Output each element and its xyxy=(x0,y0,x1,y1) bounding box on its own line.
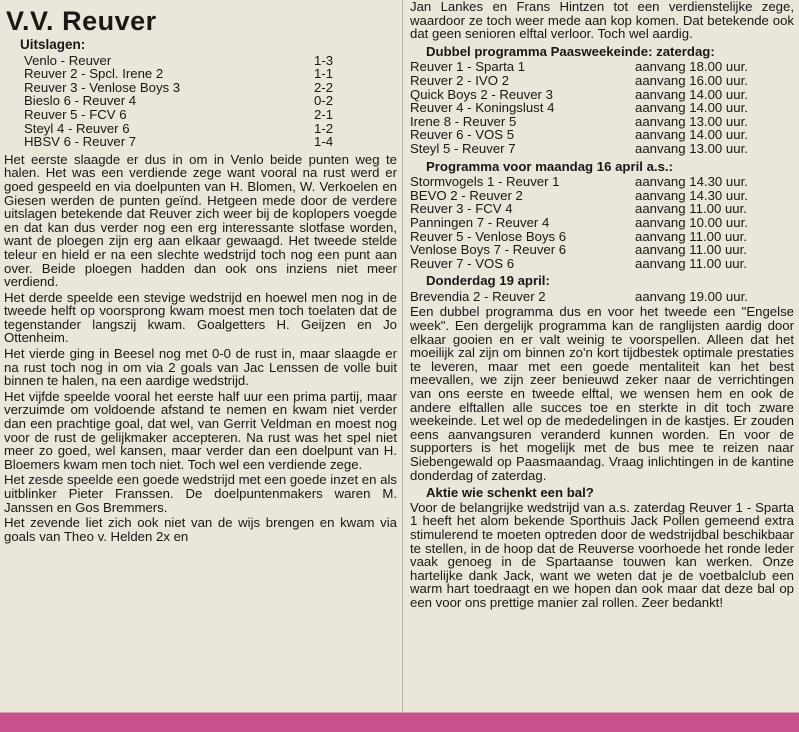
results-row xyxy=(24,135,397,149)
schedule3-heading: Donderdag 19 april: xyxy=(426,273,550,289)
schedule1-row xyxy=(410,88,794,102)
kickoff-time: aanvang 10.00 uur. xyxy=(635,214,748,230)
match-name: Quick Boys 2 - Reuver 3 xyxy=(410,86,553,102)
match-name: BEVO 2 - Reuver 2 xyxy=(410,187,523,203)
kickoff-time: aanvang 11.00 uur. xyxy=(635,255,747,271)
schedule1-row xyxy=(410,74,794,88)
schedule1-heading: Dubbel programma Paasweekeinde: zaterdag: xyxy=(426,43,715,59)
match-score: 0-2 xyxy=(314,93,334,109)
schedule2-row xyxy=(410,243,794,257)
kickoff-time: aanvang 19.00 uur. xyxy=(635,288,748,304)
results-row xyxy=(24,81,397,95)
match-score: 1-3 xyxy=(314,52,334,68)
results-row xyxy=(24,94,397,108)
match-name: Panningen 7 - Reuver 4 xyxy=(410,214,550,230)
schedule1-row xyxy=(410,128,794,142)
schedule1-row xyxy=(410,60,794,74)
left-paragraph: Het derde speelde een stevige wedstrijd en hoewel men nog in de tweede helft op voorsprong kwam moest men toch toelaten dat de tegenstander langszij kwam. Goalgetters H. Geijzen en Jo Ottenheim. xyxy=(4,289,397,346)
match-name: Reuver 2 - IVO 2 xyxy=(410,72,509,88)
schedule2-list xyxy=(410,175,794,270)
match-name: Reuver 2 - Spcl. Irene 2 xyxy=(24,66,164,82)
schedule2-heading: Programma voor maandag 16 april a.s.: xyxy=(426,158,673,174)
match-name: Reuver 1 - Sparta 1 xyxy=(410,59,526,75)
match-name: Venlo - Reuver xyxy=(24,52,112,68)
match-name: Reuver 5 - FCV 6 xyxy=(24,106,127,122)
kickoff-time: aanvang 18.00 uur. xyxy=(635,59,748,75)
match-name: HBSV 6 - Reuver 7 xyxy=(24,134,137,150)
schedule2-row xyxy=(410,189,794,203)
match-score: 2-2 xyxy=(314,79,334,95)
kickoff-time: aanvang 14.00 uur. xyxy=(635,100,748,116)
kickoff-time: aanvang 16.00 uur. xyxy=(635,72,748,88)
kickoff-time: aanvang 13.00 uur. xyxy=(635,140,748,156)
aktie-heading: Aktie wie schenkt een bal? xyxy=(426,485,594,501)
left-paragraph: Het vierde ging in Beesel nog met 0-0 de rust in, maar slaagde er na rust toch nog in om via 2 goals van Jac Lenssen de volle buit binnen te halen, na een aardige wedstrijd. xyxy=(4,346,397,389)
schedule1-row xyxy=(410,101,794,115)
left-paragraph: Het zesde speelde een goede wedstrijd met een goede inzet en als uitblinker Pieter Franssen. De doelpuntenmakers waren M. Janssen en Gos Bremmers. xyxy=(4,472,397,515)
match-score: 1-2 xyxy=(314,120,334,136)
left-paragraph: Het vijfde speelde vooral het eerste half uur een prima partij, maar verzuimde om voldoende afstand te nemen en kwam niet verder dan een prachtige goal, dat wel, van Gerrit Veldman en moest nog voor de rust de gelijkmaker accepteren. Na rust was het spel niet meer zo goed, wel kansen, maar verder dan een doelpunt van H. Bloemers kwam men toch niet. Toch wel een verdiende zege. xyxy=(4,388,397,472)
kickoff-time: aanvang 14.30 uur. xyxy=(635,187,748,203)
match-name: Reuver 3 - Venlose Boys 3 xyxy=(24,79,181,95)
match-name: Steyl 5 - Reuver 7 xyxy=(410,140,516,156)
kickoff-time: aanvang 13.00 uur. xyxy=(635,113,748,129)
right-column xyxy=(410,0,794,612)
schedule3-list xyxy=(410,290,794,304)
left-paragraphs xyxy=(4,153,397,544)
left-paragraph: Het zevende liet zich ook niet van de wijs brengen en kwam via goals van Theo v. Helden 2x en xyxy=(4,515,397,544)
right-paragraph-1: Een dubbel programma dus en voor het tweede een "Engelse week". Een dergelijk programma kan de ranglijsten aardig door elkaar gooien en er valt weinig te voorspellen. Alleen dat het moeilijk zal zijn om binnen zo'n kort tijdbestek optimale prestaties te leveren, maar met een goede mentaliteit kan het best meevallen, we zijn zeer benieuwd zeker naar de verrichtingen van ons eerste en tweede elftal, we wensen hem en ook de andere elftallen alle succes toe en sterkte in dit toch zware weekeinde. Let wel op de mededelingen in de kastjes. Er zouden eens aanvangsuren veranderd kunnen worden. En voor de supporters is het mogelijk met de bus mee te reizen naar Siebengewald op Paasmaandag. Vraag inlichtingen in de kantine donderdag of zaterdag. xyxy=(410,304,794,483)
match-score: 1-4 xyxy=(314,134,334,150)
schedule2-row xyxy=(410,257,794,271)
schedule2-row xyxy=(410,230,794,244)
left-paragraph: Het eerste slaagde er dus in om in Venlo beide punten weg te halen. Het was een verdiende zege want vooral na rust werd er goed gespeeld en via doelpunten van H. Blomen, W. Verkoelen en Giesen werden de punten geïnd. Hetgeen mede door de verdere uitslagen betekende dat Reuver zich weer bij de koplopers voegde en dat kan dus verder nog een erg interessante slotfase worden, want de ploegen zijn erg aan elkaar gewaagd. Het tweede stelde teleur en hield er na een slechte wedstrijd toch nog een punt aan over. Beide ploegen hadden dan ook ons inziens niet meer verdiend. xyxy=(4,151,397,290)
match-name: Steyl 4 - Reuver 6 xyxy=(24,120,130,136)
schedule2-row xyxy=(410,216,794,230)
match-name: Venlose Boys 7 - Reuver 6 xyxy=(410,242,567,258)
kickoff-time: aanvang 11.00 uur. xyxy=(635,201,747,217)
results-row xyxy=(24,67,397,81)
match-name: Bieslo 6 - Reuver 4 xyxy=(24,93,137,109)
kickoff-time: aanvang 14.00 uur. xyxy=(635,86,748,102)
match-name: Reuver 7 - VOS 6 xyxy=(410,255,515,271)
results-row xyxy=(24,122,397,136)
match-name: Reuver 3 - FCV 4 xyxy=(410,201,513,217)
kickoff-time: aanvang 14.30 uur. xyxy=(635,174,748,190)
match-name: Irene 8 - Reuver 5 xyxy=(410,113,517,129)
match-name: Reuver 5 - Venlose Boys 6 xyxy=(410,228,567,244)
match-name: Brevendia 2 - Reuver 2 xyxy=(410,288,546,304)
match-score: 1-1 xyxy=(314,66,334,82)
schedule1-row xyxy=(410,142,794,156)
schedule1-list xyxy=(410,60,794,155)
results-row xyxy=(24,54,397,68)
kickoff-time: aanvang 14.00 uur. xyxy=(635,127,748,143)
match-name: Reuver 4 - Koningslust 4 xyxy=(410,100,555,116)
right-intro: Jan Lankes en Frans Hintzen tot een verdienstelijke zege, waardoor ze toch weer mede aan kop komen. Dat betekende ook dat geen senioren elftal verloor. Toch wel aardig. xyxy=(410,0,794,42)
match-name: Reuver 6 - VOS 5 xyxy=(410,127,515,143)
match-score: 2-1 xyxy=(314,106,334,122)
column-divider xyxy=(402,0,403,712)
schedule1-row xyxy=(410,115,794,129)
left-column xyxy=(4,6,397,545)
right-paragraph-2: Voor de belangrijke wedstrijd van a.s. zaterdag Reuver 1 - Sparta 1 heeft het alom bekende Sporthuis Jack Pollen gemeend extra stimulerend te moeten optreden door de wedstrijdbal beschikbaar te stellen, in de hoop dat de Reuverse voorhoede het ronde leder vaak genoeg in de Spartaanse touwen kan werken. Onze hartelijke dank Jack, want we weten dat je de voetbalclub een warm hart toedraagt en we hopen dan ook maar dat deze bal op een voor ons prettige manier zal rollen. Zeer bedankt! xyxy=(410,499,794,610)
schedule2-row xyxy=(410,175,794,189)
results-list xyxy=(24,54,397,149)
match-name: Stormvogels 1 - Reuver 1 xyxy=(410,174,560,190)
kickoff-time: aanvang 11.00 uur. xyxy=(635,228,747,244)
kickoff-time: aanvang 11.00 uur. xyxy=(635,242,747,258)
schedule2-row xyxy=(410,202,794,216)
schedule3-row xyxy=(410,290,794,304)
article-title: V.V. Reuver xyxy=(6,6,157,36)
results-row xyxy=(24,108,397,122)
results-heading: Uitslagen: xyxy=(20,37,86,52)
